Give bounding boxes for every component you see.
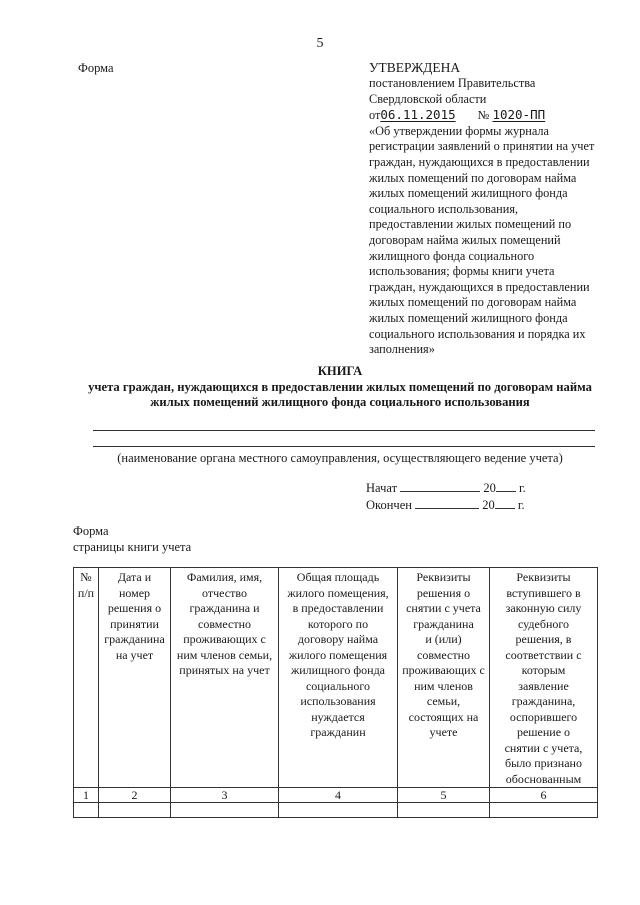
header-line: Дата и (117, 570, 152, 584)
header-line: № (80, 570, 92, 584)
year-suffix: г. (517, 497, 525, 512)
header-line: заявление (518, 678, 569, 693)
empty-cell (398, 803, 490, 818)
header-cell-2 (99, 568, 171, 788)
date-prefix: от (369, 108, 381, 123)
about-line: граждан, нуждающихся в предоставлении (369, 279, 590, 294)
header-line: жилого помещения, (287, 585, 389, 600)
header-line: которого по (307, 616, 369, 631)
header-cell-6 (490, 568, 598, 788)
header-line: принятии (110, 616, 159, 631)
header-line: соответствии с (505, 647, 582, 662)
page-form-label (73, 523, 191, 555)
empty-cell (74, 803, 99, 818)
end-date-blank (415, 497, 479, 509)
book-title-block (40, 364, 640, 411)
header-line: п/п (77, 585, 95, 600)
header-line: совместно (198, 616, 251, 631)
about-line: социального использования и порядка их (369, 326, 586, 341)
header-line: обоснованным (505, 771, 582, 786)
header-line: жилого помещения (288, 647, 388, 662)
org-name-fill-line (93, 430, 595, 431)
approval-about (369, 124, 617, 358)
header-line: Реквизиты (416, 570, 471, 584)
header-line: в предоставлении (292, 601, 384, 615)
approval-number: 1020-ПП (492, 107, 546, 123)
about-line: заполнения» (369, 342, 435, 357)
header-cell-1 (74, 568, 99, 788)
header-line: гражданин (310, 725, 366, 739)
header-line: гражданина (413, 616, 474, 631)
header-line: решения, в (515, 632, 572, 646)
start-date-blank (400, 480, 480, 492)
header-line: ним членов семьи, (176, 647, 273, 662)
approval-block (369, 59, 617, 358)
start-year-blank (496, 480, 516, 492)
about-line: жилых помещений по договорам найма (369, 170, 577, 185)
header-line: ним членов (414, 678, 473, 693)
header-line: которым (521, 663, 566, 677)
page-form-line: Форма (73, 524, 109, 538)
header-line: проживающих с (402, 663, 485, 677)
about-line: «Об утверждении формы журнала (369, 123, 549, 138)
org-caption: (наименование органа местного самоуправления, осуществляющего ведение учета) (117, 451, 563, 465)
header-line: решение о (516, 725, 571, 739)
empty-cell (490, 803, 598, 818)
header-line: снятии с учета, (504, 740, 583, 755)
empty-cell (279, 803, 398, 818)
column-number: 4 (279, 788, 398, 803)
about-line: предоставлении жилых помещений по (369, 217, 572, 232)
header-line: семьи, (426, 694, 461, 708)
ledger-table (73, 567, 598, 818)
about-line: социального использования, (369, 201, 519, 216)
header-line: оспорившего (509, 709, 578, 724)
header-line: решения о (107, 601, 162, 615)
header-line: законную силу (505, 601, 582, 615)
header-line: гражданина (104, 632, 165, 646)
dates-block (366, 480, 526, 513)
column-number: 3 (171, 788, 279, 803)
header-line: договору найма (297, 632, 379, 646)
ended-label: Окончен (366, 497, 412, 512)
header-line: судебного (518, 616, 569, 631)
empty-cell (99, 803, 171, 818)
header-line: совместно (417, 647, 470, 662)
table-row (74, 803, 598, 818)
header-line: жилищного фонда (290, 663, 386, 677)
header-line: нуждается (311, 709, 365, 724)
header-line: Общая площадь (296, 570, 380, 584)
number-sign: № (477, 108, 490, 123)
about-line: граждан, нуждающихся в предоставлении (369, 154, 590, 169)
org-name-fill-line (93, 446, 595, 447)
about-line: использования; формы книги учета (369, 264, 555, 279)
approval-line: постановлением Правительства (369, 76, 536, 90)
about-line: жилищного фонда социального (369, 248, 535, 263)
header-line: и (или) (425, 632, 462, 646)
column-number: 5 (398, 788, 490, 803)
started-line (366, 480, 526, 497)
empty-cell (171, 803, 279, 818)
started-label: Начат (366, 481, 398, 495)
header-line: решения о (416, 585, 471, 600)
header-line: было признано (505, 756, 582, 770)
column-number-row (74, 788, 598, 803)
header-cell-4 (279, 568, 398, 788)
header-line: на учет (115, 647, 154, 662)
year-prefix: 20 (482, 497, 495, 512)
header-line: вступившего в (506, 585, 581, 600)
header-line: состоящих на (408, 709, 479, 724)
header-line: социального (305, 678, 371, 693)
about-line: жилых помещений по договорам найма (369, 295, 577, 310)
header-line: Реквизиты (516, 570, 571, 584)
header-cell-5 (398, 568, 490, 788)
header-line: гражданина и (189, 601, 260, 615)
ended-line (366, 497, 526, 514)
header-line: принятых на учет (179, 663, 270, 677)
header-line: Фамилия, имя, (186, 570, 263, 584)
header-cell-3 (171, 568, 279, 788)
header-line: отчество (202, 585, 247, 600)
about-line: жилых помещений жилищного фонда (369, 186, 568, 201)
page-form-line: страницы книги учета (73, 540, 192, 554)
about-line: регистрации заявлений о принятии на учет (369, 139, 595, 154)
about-line: договорам найма жилых помещений (369, 232, 561, 247)
approval-title: УТВЕРЖДЕНА (369, 60, 461, 75)
approval-line: Свердловской области (369, 91, 487, 106)
approval-date: 06.11.2015 (380, 107, 456, 123)
column-number: 6 (490, 788, 598, 803)
header-line: использования (300, 694, 376, 708)
page-number: 5 (316, 36, 324, 51)
end-year-blank (495, 497, 515, 509)
column-number: 1 (74, 788, 99, 803)
year-suffix: г. (518, 481, 526, 495)
table-header-row (74, 568, 598, 788)
book-title: КНИГА (317, 364, 363, 378)
header-line: номер (118, 585, 151, 600)
header-line: проживающих с (183, 632, 266, 646)
book-subtitle-line: учета граждан, нуждающихся в предоставлении жилых помещений по договорам найма (88, 379, 592, 394)
book-subtitle-line: жилых помещений жилищного фонда социального использования (150, 395, 530, 410)
about-line: жилых помещений жилищного фонда (369, 310, 568, 325)
form-label: Форма (78, 61, 114, 75)
approval-date-line (369, 107, 617, 124)
column-number: 2 (99, 788, 171, 803)
header-line: гражданина, (511, 694, 576, 708)
header-line: снятии с учета (406, 601, 481, 615)
year-prefix: 20 (483, 481, 496, 495)
header-line: учете (429, 725, 458, 739)
